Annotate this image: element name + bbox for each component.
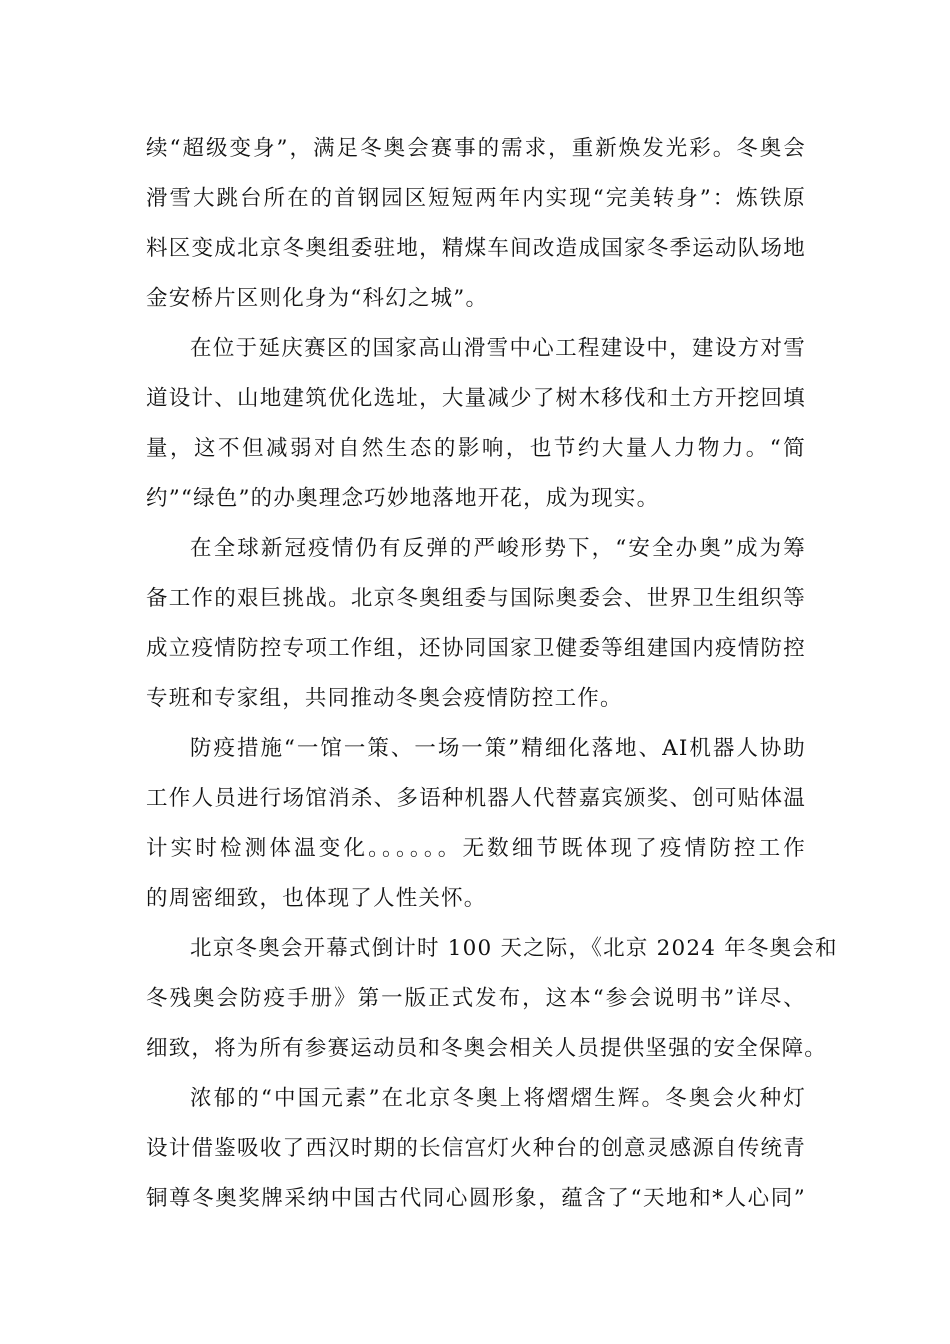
text-line: 工作人员进行场馆消杀、多语种机器人代替嘉宾颁奖、创可贴体温 [146, 786, 806, 811]
text-line: 约”“绿色”的办奥理念巧妙地落地开花，成为现实。 [146, 486, 660, 511]
text-line: 道设计、山地建筑优化选址，大量减少了树木移伐和土方开挖回填 [146, 386, 806, 411]
text-line: 细致，将为所有参赛运动员和冬奥会相关人员提供坚强的安全保障。 [146, 1036, 828, 1061]
paragraph-first-line: 浓郁的“中国元素”在北京冬奥上将熠熠生辉。冬奥会火种灯 [190, 1086, 806, 1111]
text-line: 设计借鉴吸收了西汉时期的长信宫灯火种台的创意灵感源自传统青 [146, 1136, 806, 1161]
text-line: 的周密细致，也体现了人性关怀。 [146, 886, 487, 911]
text-line: 金安桥片区则化身为“科幻之城”。 [146, 286, 489, 311]
text-line: 续“超级变身”，满足冬奥会赛事的需求，重新焕发光彩。冬奥会 [146, 136, 806, 161]
text-line: 计实时检测体温变化。。。。。。无数细节既体现了疫情防控工作 [146, 836, 806, 861]
text-line: 备工作的艰巨挑战。北京冬奥组委与国际奥委会、世界卫生组织等 [146, 586, 806, 611]
paragraph-first-line: 防疫措施“一馆一策、一场一策”精细化落地、AI机器人协助 [190, 736, 806, 761]
body-text [146, 124, 838, 1224]
paragraph-first-line: 在全球新冠疫情仍有反弹的严峻形势下，“安全办奥”成为筹 [190, 536, 806, 561]
text-line: 专班和专家组，共同推动冬奥会疫情防控工作。 [146, 686, 623, 711]
text-line: 量，这不但减弱对自然生态的影响，也节约大量人力物力。“简 [146, 436, 806, 461]
paragraph-first-line: 在位于延庆赛区的国家高山滑雪中心工程建设中，建设方对雪 [190, 336, 806, 361]
text-line: 成立疫情防控专项工作组，还协同国家卫健委等组建国内疫情防控 [146, 636, 806, 661]
text-line: 料区变成北京冬奥组委驻地，精煤车间改造成国家冬季运动队场地 [146, 236, 806, 261]
paragraph-first-line: 北京冬奥会开幕式倒计时 100 天之际，《北京 2024 年冬奥会和 [190, 936, 838, 961]
text-line: 铜尊冬奥奖牌采纳中国古代同心圆形象，蕴含了“天地和*人心同” [146, 1186, 806, 1211]
text-line: 冬残奥会防疫手册》第一版正式发布，这本“参会说明书”详尽、 [146, 986, 806, 1011]
text-line: 滑雪大跳台所在的首钢园区短短两年内实现“完美转身”：炼铁原 [146, 186, 806, 211]
